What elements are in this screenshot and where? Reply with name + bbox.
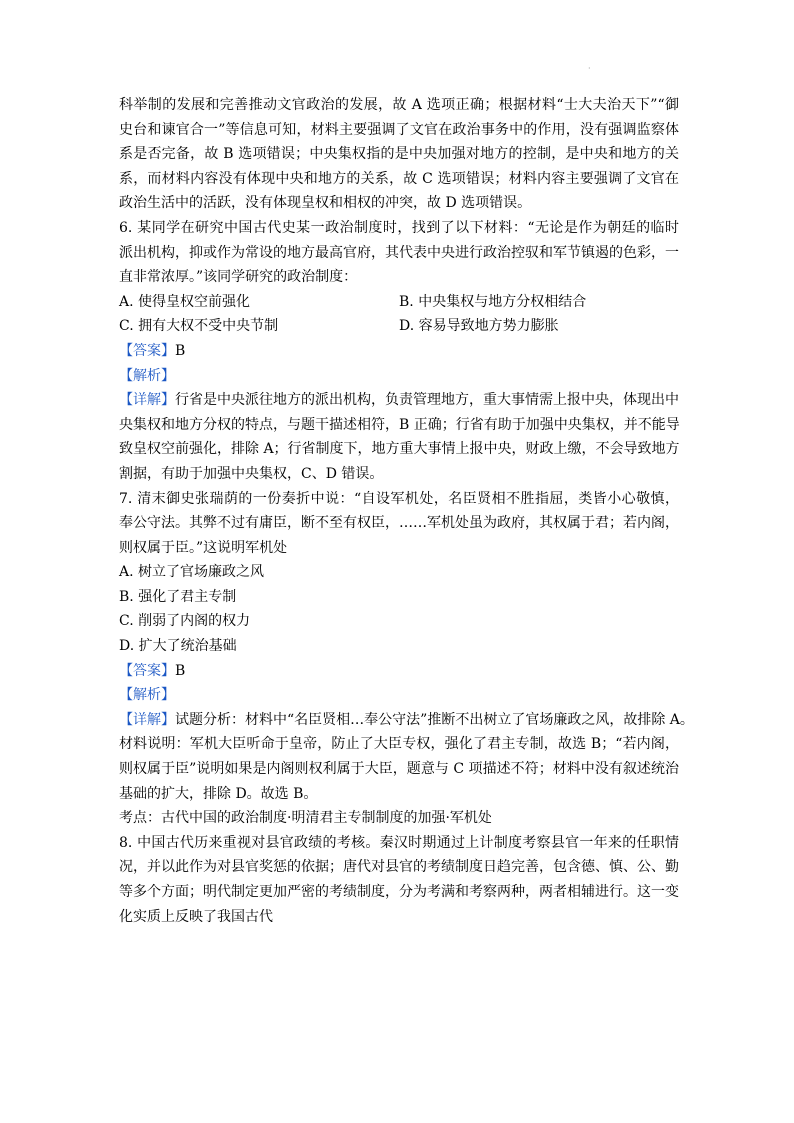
analysis-tag: 【解析】 xyxy=(119,367,175,384)
answer-tag: 【答案】 xyxy=(119,342,175,359)
question-6-options-row xyxy=(119,314,679,339)
detail-tag: 【详解】 xyxy=(119,392,175,409)
option-b: B. 强化了君主专制 xyxy=(119,588,237,605)
question-7-kaodian: 考点：古代中国的政治制度·明清君主专制制度的加强·军机处 xyxy=(119,810,492,827)
question-8-stem: 8. 中国古代历来重视对县官政绩的考核。秦汉时期通过上计制度考察县官一年来的任职情 xyxy=(119,834,679,851)
question-6-analysis xyxy=(119,364,679,389)
text-line: 科举制的发展和完善推动文官政治的发展，故 A 选项正确；根据材料“士大夫治天下”“御 xyxy=(119,97,679,113)
answer-value: B xyxy=(175,342,186,359)
question-6-stem: 直非常浓厚。”该同学研究的政治制度： xyxy=(119,269,358,286)
question-6-detail: 【详解】行省是中央派往地方的派出机构，负责管理地方，重大事情需上报中央，体现出中 xyxy=(119,392,679,409)
question-8-stem: 况，并以此作为对县官奖惩的依据；唐代对县官的考绩制度日趋完善，包含德、慎、公、勤 xyxy=(119,859,679,876)
analysis-tag: 【解析】 xyxy=(119,687,175,704)
text-line: 政治生活中的活跃，没有体现皇权和相权的冲突，故 D 选项错误。 xyxy=(119,195,532,212)
question-6-stem: 派出机构，抑或作为常设的地方最高官府，其代表中央进行政治控驭和军节镇遏的色彩，一 xyxy=(119,244,679,261)
question-7-detail: 材料说明：军机大臣听命于皇帝，防止了大臣专权，强化了君主专制，故选 B；“若内阁， xyxy=(119,736,679,753)
question-7-answer xyxy=(119,659,679,684)
question-7-stem: 奉公守法。其弊不过有庸臣，断不至有权臣，……军机处虽为政府，其权属于君；若内阁， xyxy=(119,515,679,532)
option-d: D. 扩大了统治基础 xyxy=(119,638,237,655)
question-7-detail: 则权属于臣”说明如果是内阁则权利属于大臣，题意与 C 项描述不符；材料中没有叙述统治 xyxy=(119,761,679,778)
answer-value: B xyxy=(175,662,186,679)
question-6-stem: 6. 某同学在研究中国古代史某一政治制度时，找到了以下材料：“无论是作为朝廷的临时 xyxy=(119,219,679,236)
question-7-detail: 基础的扩大，排除 D。故选 B。 xyxy=(119,785,318,802)
question-6-options-row xyxy=(119,290,679,315)
option-a: A. 树立了官场廉政之风 xyxy=(119,564,265,581)
question-7-stem: 7. 清末御史张瑞荫的一份奏折中说：“自设军机处，名臣贤相不胜指屈，类皆小心敬慎， xyxy=(119,490,679,507)
answer-tag: 【答案】 xyxy=(119,662,175,679)
question-6-detail: 割据，有助于加强中央集权，C、D 错误。 xyxy=(119,465,384,482)
question-7-stem: 则权属于臣。”这说明军机处 xyxy=(119,539,288,556)
text-line: 史台和谏官合一”等信息可知，材料主要强调了文官在政治事务中的作用，没有强调监察体 xyxy=(119,121,679,138)
option-b: B. 中央集权与地方分权相结合 xyxy=(399,293,587,310)
option-a: A. 使得皇权空前强化 xyxy=(119,293,251,310)
option-c: C. 拥有大权不受中央节制 xyxy=(119,318,279,335)
option-d: D. 容易导致地方势力膨胀 xyxy=(399,318,559,335)
text-line: 系，而材料内容没有体现中央和地方的关系，故 C 选项错误；材料内容主要强调了文官在 xyxy=(119,170,679,187)
page-content xyxy=(119,93,694,929)
detail-tag: 【详解】 xyxy=(119,711,175,728)
question-6-detail: 致皇权空前强化，排除 A；行省制度下，地方重大事情上报中央，财政上缴，不会导致地方 xyxy=(119,441,680,458)
question-6-answer xyxy=(119,339,679,364)
question-6-detail: 央集权和地方分权的特点，与题干描述相符，B 正确；行省有助于加强中央集权，并不能导 xyxy=(119,416,680,433)
question-8-stem: 等多个方面；明代制定更加严密的考绩制度，分为考满和考察两种，两者相辅进行。这一变 xyxy=(119,884,679,900)
question-8-stem: 化实质上反映了我国古代 xyxy=(119,908,273,925)
question-7-detail: 【详解】试题分析：材料中“名臣贤相…奉公守法”推断不出树立了官场廉政之风，故排除 A。 xyxy=(119,711,694,728)
text-line: 系是否完备，故 B 选项错误；中央集权指的是中央加强对地方的控制，是中央和地方的关 xyxy=(119,146,679,163)
header-mark: · xyxy=(588,64,591,73)
question-7-analysis xyxy=(119,683,679,708)
option-c: C. 削弱了内阁的权力 xyxy=(119,613,251,630)
